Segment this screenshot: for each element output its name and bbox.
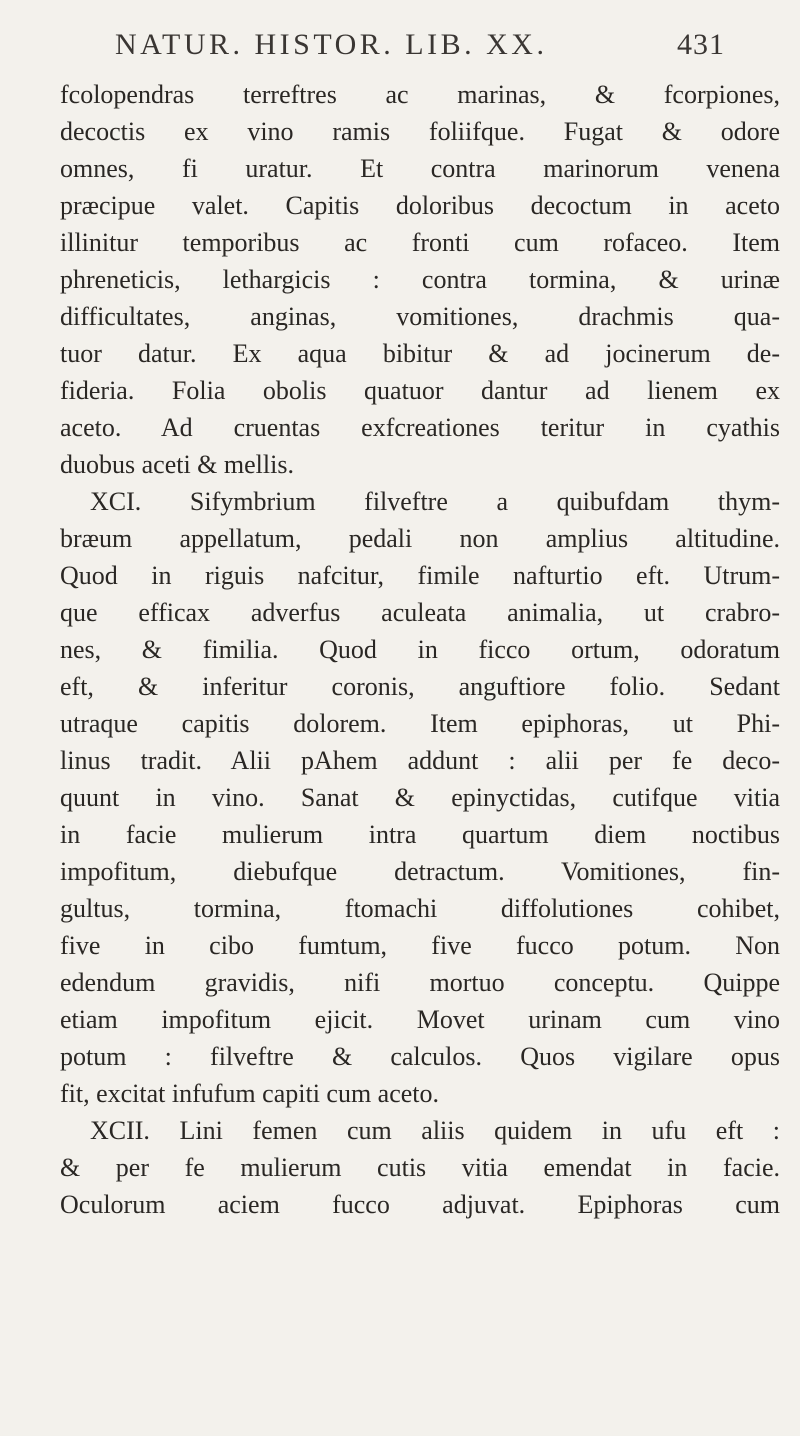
text-line: que efficax adverfus aculeata animalia, ut crabro- — [60, 598, 780, 627]
text-line: phreneticis, lethargicis : contra tormina, & urinæ — [60, 265, 780, 294]
text-line: Quod in riguis nafcitur, fimile nafturtio eft. Utrum- — [60, 561, 780, 590]
text-line: duobus aceti & mellis. — [60, 450, 294, 479]
text-line: tuor datur. Ex aqua bibitur & ad jocinerum de- — [60, 339, 780, 368]
text-line: in facie mulierum intra quartum diem noctibus — [60, 820, 780, 849]
text-line: Oculorum aciem fucco adjuvat. Epiphoras cum — [60, 1190, 780, 1219]
text-line: nes, & fimilia. Quod in ficco ortum, odoratum — [60, 635, 780, 664]
text-line: decoctis ex vino ramis foliifque. Fugat & odore — [60, 117, 780, 146]
text-line: quunt in vino. Sanat & epinyctidas, cutifque vitia — [60, 783, 780, 812]
text-line: edendum gravidis, nifi mortuo conceptu. Quippe — [60, 968, 780, 997]
text-line: omnes, fi uratur. Et contra marinorum venena — [60, 154, 780, 183]
text-line: fcolopendras terreftres ac marinas, & fcorpiones, — [60, 80, 780, 109]
text-line: potum : filveftre & calculos. Quos vigilare opus — [60, 1042, 780, 1071]
section-heading-line: XCI. Sifymbrium filveftre a quibufdam thym- — [90, 487, 780, 516]
running-title: NATUR. HISTOR. LIB. XX. — [115, 28, 548, 61]
text-line: gultus, tormina, ftomachi diffolutiones cohibet, — [60, 894, 780, 923]
text-line: linus tradit. Alii pAhem addunt : alii per fe deco- — [60, 746, 780, 775]
text-line: impofitum, diebufque detractum. Vomitiones, fin- — [60, 857, 780, 886]
text-line: eft, & inferitur coronis, anguftiore folio. Sedant — [60, 672, 780, 701]
text-line: difficultates, anginas, vomitiones, drachmis qua- — [60, 302, 780, 331]
body-text — [60, 76, 780, 1223]
text-line: fit, excitat infufum capiti cum aceto. — [60, 1079, 440, 1108]
text-line: bræum appellatum, pedali non amplius altitudine. — [60, 524, 780, 553]
text-line: & per fe mulierum cutis vitia emendat in facie. — [60, 1153, 780, 1182]
running-head — [115, 28, 725, 68]
text-line: aceto. Ad cruentas exfcreationes teritur in cyathis — [60, 413, 780, 442]
text-line: utraque capitis dolorem. Item epiphoras, ut Phi- — [60, 709, 780, 738]
text-line: illinitur temporibus ac fronti cum rofaceo. Item — [60, 228, 780, 257]
text-line: five in cibo fumtum, five fucco potum. Non — [60, 931, 780, 960]
text-line: etiam impofitum ejicit. Movet urinam cum vino — [60, 1005, 780, 1034]
text-line: fideria. Folia obolis quatuor dantur ad lienem ex — [60, 376, 780, 405]
section-heading-line: XCII. Lini femen cum aliis quidem in ufu eft : — [90, 1116, 780, 1145]
page-number: 431 — [677, 28, 725, 61]
text-line: præcipue valet. Capitis doloribus decoctum in aceto — [60, 191, 780, 220]
